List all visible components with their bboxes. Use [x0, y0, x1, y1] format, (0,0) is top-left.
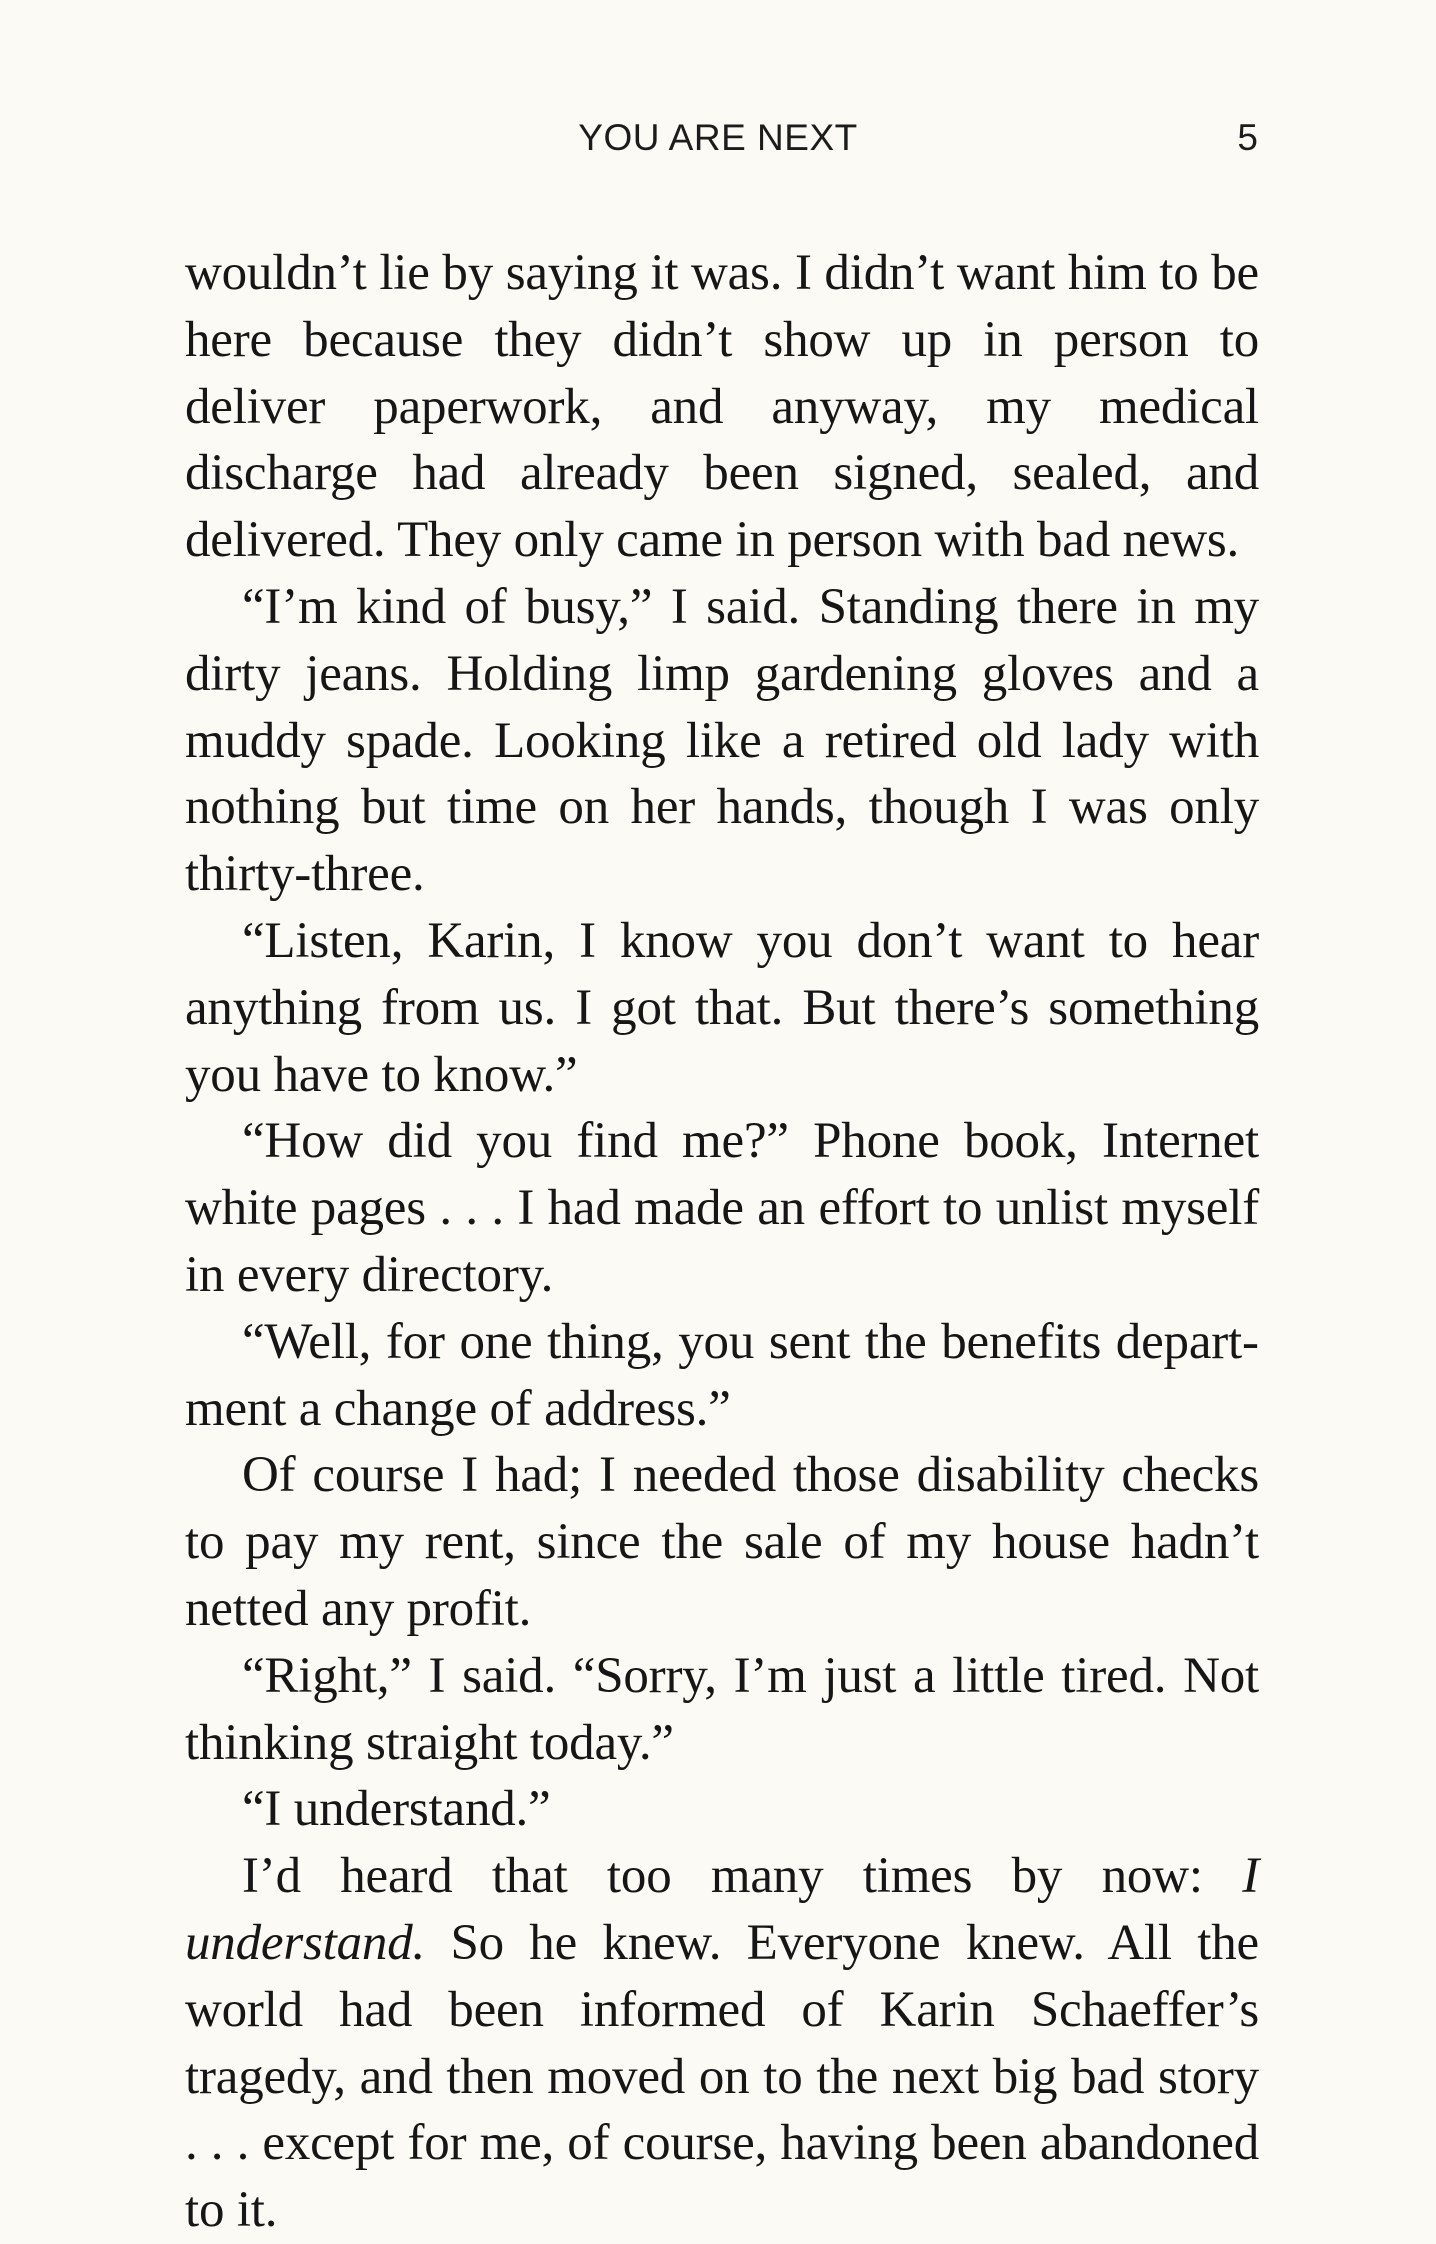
paragraph-2: “I’m kind of busy,” I said. Standing there in my dirty jeans. Holding limp gardening gloves and a muddy spade. Looking like a retired old lady with nothing but time on her hands, though I was only thirty-three.	[185, 578, 1259, 903]
paragraph-6: Of course I had; I needed those disability checks to pay my rent, since the sale of my house hadn’t netted any profit.	[185, 1447, 1259, 1637]
paragraph-1: wouldn’t lie by saying it was. I didn’t want him to be here because they didn’t show up in person to deliver paperwork, and anyway, my medical discharge had already been signed, sealed, and delivered. They only came in person with bad news.	[185, 245, 1259, 569]
page-number: 5	[1237, 117, 1258, 158]
paragraph-4: “How did you find me?” Phone book, Internet white pages . . . I had made an effort to unlist myself in every directory.	[185, 1113, 1259, 1303]
paragraph-9-rest: So he knew. Everyone knew. All the world had been informed of Karin Schaeffer’s tragedy, and then moved on to the next big bad story . . . except for me, of course, having been abandoned to it.	[185, 1914, 1259, 2239]
paragraph-3: “Listen, Karin, I know you don’t want to hear anything from us. I got that. But there’s something you have to know.”	[185, 912, 1259, 1103]
paragraph-9	[185, 1843, 1259, 2244]
running-title: YOU ARE NEXT	[578, 117, 858, 158]
paragraph-8: “I understand.”	[242, 1781, 551, 1838]
paragraph-5: “Well, for one thing, you sent the benefits department a change of address.”	[185, 1313, 1259, 1437]
body-text	[185, 240, 1259, 2244]
running-head	[0, 112, 1436, 164]
paragraph-7: “Right,” I said. “Sorry, I’m just a little tired. Not thinking straight today.”	[185, 1647, 1259, 1771]
paragraph-9-italic: I understand.	[185, 1848, 1259, 1971]
paragraph-9-lead: I’d heard that too many times by now:	[242, 1848, 1243, 1905]
